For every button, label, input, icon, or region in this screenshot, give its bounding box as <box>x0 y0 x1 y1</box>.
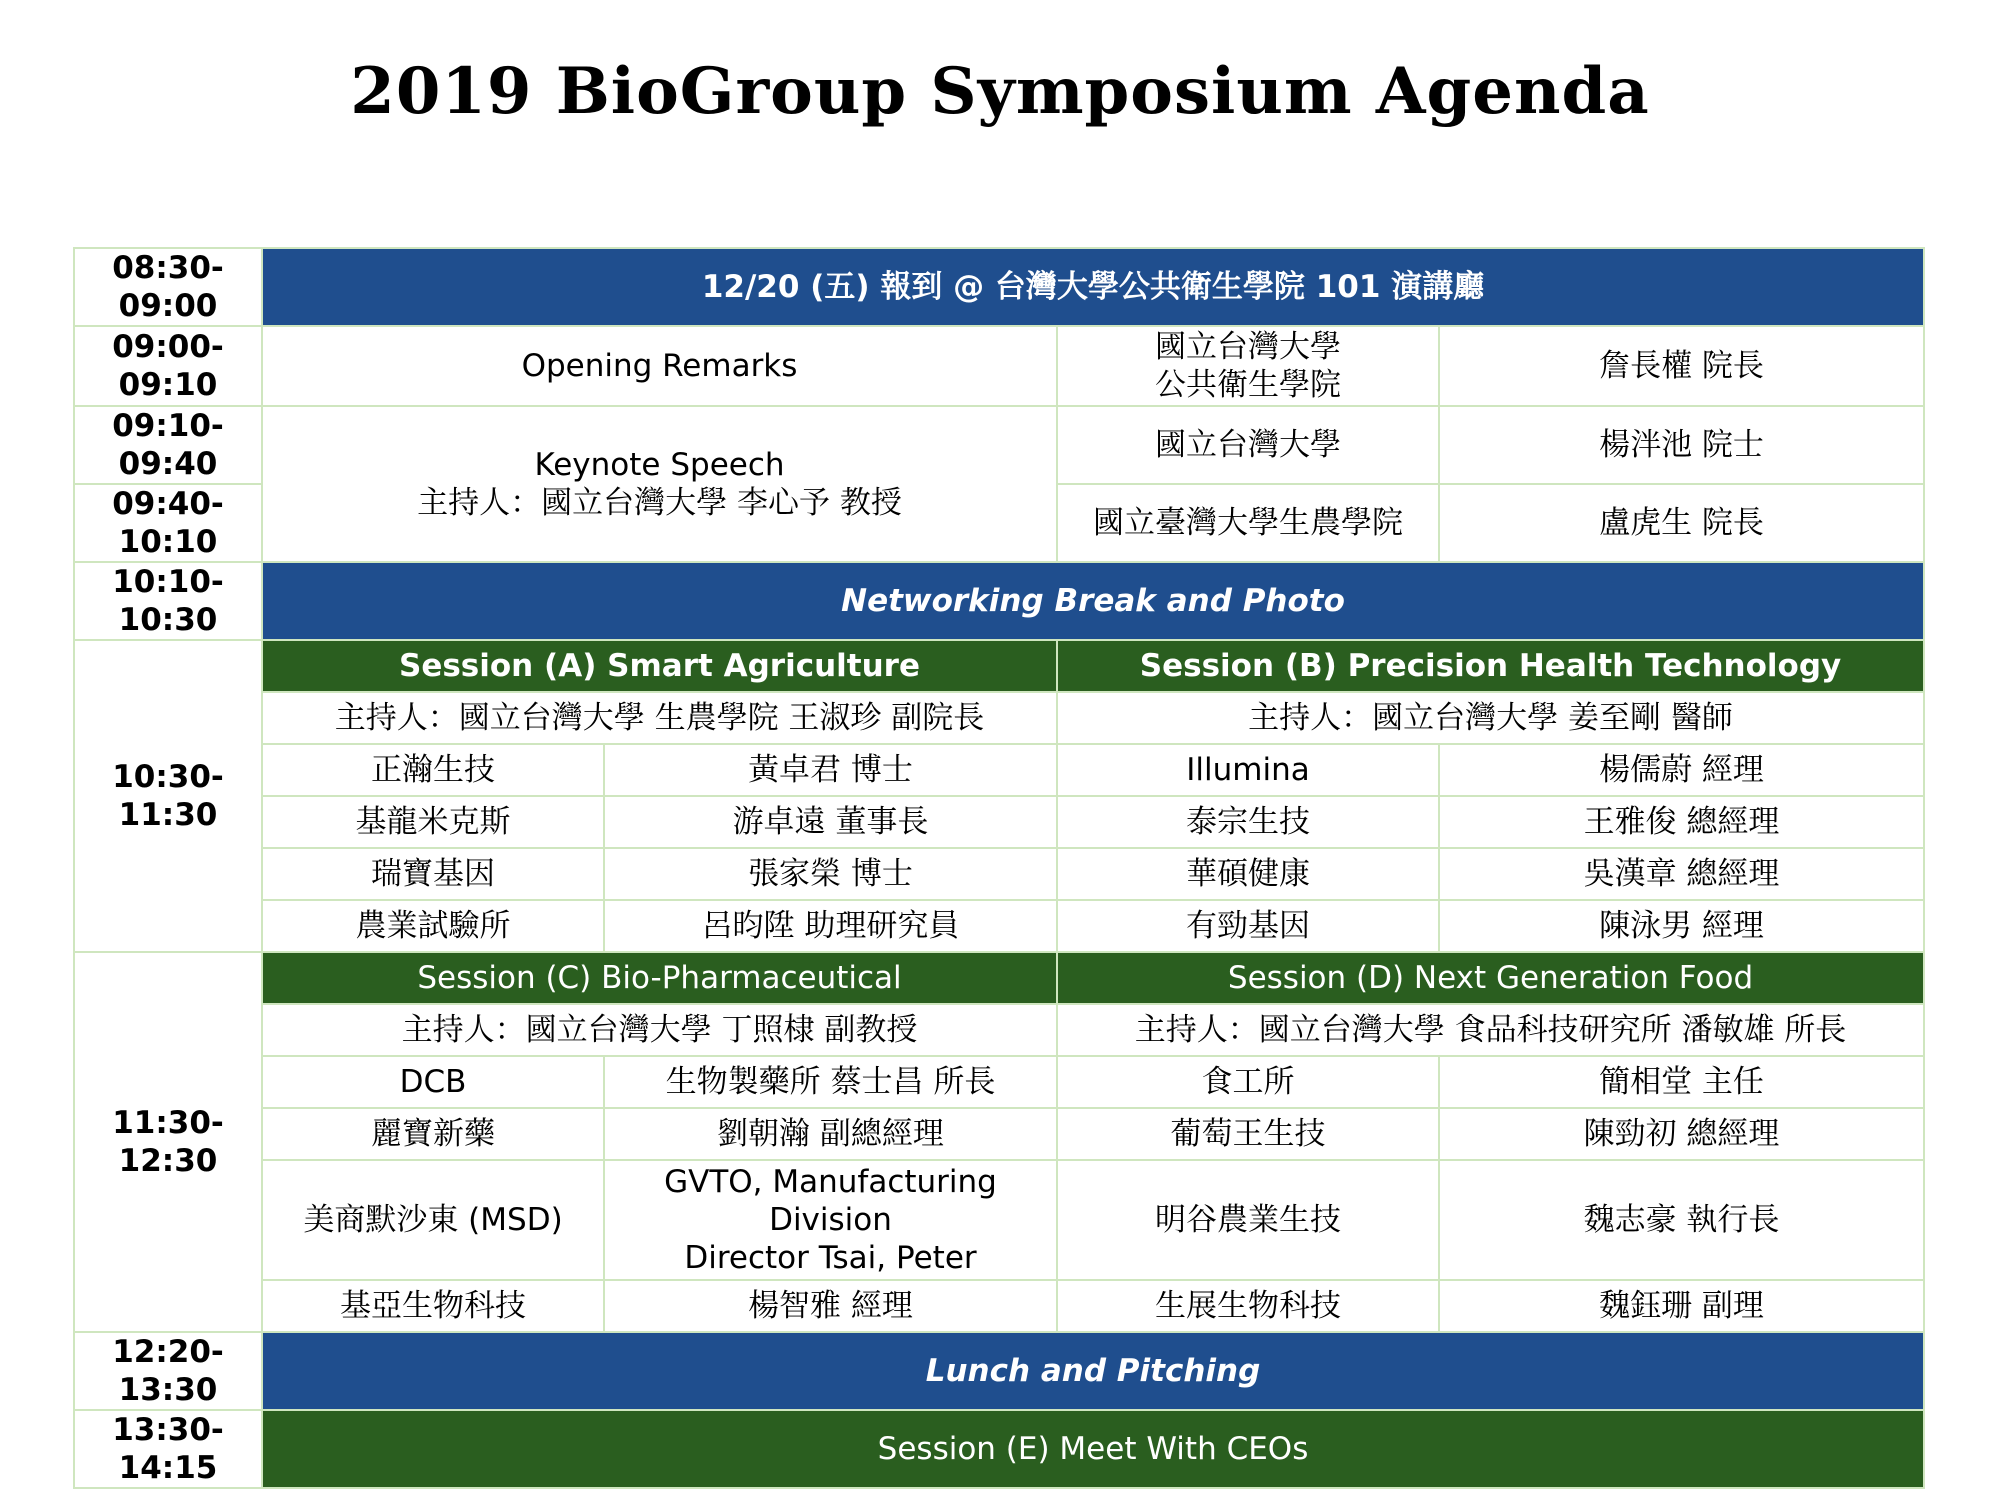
opening-speaker: 詹長權 院長 <box>1439 326 1924 406</box>
session-b-speaker: 陳泳男 經理 <box>1439 900 1924 952</box>
session-d-host: 主持人：國立台灣大學 食品科技研究所 潘敏雄 所長 <box>1057 1004 1924 1056</box>
opening-org-line: 國立台灣大學 <box>1155 329 1341 365</box>
opening-organization <box>1057 326 1439 406</box>
session-c-speaker: 楊智雅 經理 <box>604 1280 1057 1332</box>
session-b-speaker: 王雅俊 總經理 <box>1439 796 1924 848</box>
time-slot: 11:30-12:30 <box>74 952 262 1332</box>
session-a-title: Session (A) Smart Agriculture <box>262 640 1057 692</box>
session-c-speaker: 生物製藥所 蔡士昌 所長 <box>604 1056 1057 1108</box>
session-c-title: Session (C) Bio-Pharmaceutical <box>262 952 1057 1004</box>
table-row <box>74 562 1924 640</box>
session-a-org: 農業試驗所 <box>262 900 604 952</box>
time-slot: 10:30-11:30 <box>74 640 262 952</box>
session-a-speaker: 游卓遠 董事長 <box>604 796 1057 848</box>
session-d-title: Session (D) Next Generation Food <box>1057 952 1924 1004</box>
table-row <box>74 1160 1924 1280</box>
session-c-org: 美商默沙東 (MSD) <box>262 1160 604 1280</box>
session-c-org: DCB <box>262 1056 604 1108</box>
keynote-title: Keynote Speech <box>534 447 785 483</box>
session-c-speaker: 劉朝瀚 副總經理 <box>604 1108 1057 1160</box>
table-row <box>74 952 1924 1004</box>
session-a-speaker: 張家榮 博士 <box>604 848 1057 900</box>
session-b-org: 有勁基因 <box>1057 900 1439 952</box>
keynote-speaker: 楊泮池 院士 <box>1439 406 1924 484</box>
session-b-title: Session (B) Precision Health Technology <box>1057 640 1924 692</box>
keynote-host: 主持人：國立台灣大學 李心予 教授 <box>417 485 902 521</box>
table-row <box>74 1004 1924 1056</box>
networking-break-banner: Networking Break and Photo <box>262 562 1924 640</box>
session-d-org: 生展生物科技 <box>1057 1280 1439 1332</box>
session-c-org: 基亞生物科技 <box>262 1280 604 1332</box>
table-row <box>74 1108 1924 1160</box>
table-row <box>74 406 1924 484</box>
keynote-speaker: 盧虎生 院長 <box>1439 484 1924 562</box>
session-b-org: 華碩健康 <box>1057 848 1439 900</box>
keynote-speech <box>262 406 1057 562</box>
session-c-speaker <box>604 1160 1057 1280</box>
session-d-org: 食工所 <box>1057 1056 1439 1108</box>
registration-banner: 12/20 (五) 報到 @ 台灣大學公共衛生學院 101 演講廳 <box>262 248 1924 326</box>
session-a-speaker: 呂昀陞 助理研究員 <box>604 900 1057 952</box>
table-row <box>74 248 1924 326</box>
speaker-line: Director Tsai, Peter <box>684 1240 977 1276</box>
keynote-organization: 國立台灣大學 <box>1057 406 1439 484</box>
table-row <box>74 1410 1924 1488</box>
time-slot: 09:10-09:40 <box>74 406 262 484</box>
time-slot: 09:00-09:10 <box>74 326 262 406</box>
session-c-host: 主持人：國立台灣大學 丁照棣 副教授 <box>262 1004 1057 1056</box>
table-row <box>74 640 1924 692</box>
time-slot: 10:10-10:30 <box>74 562 262 640</box>
session-d-org: 明谷農業生技 <box>1057 1160 1439 1280</box>
table-row <box>74 900 1924 952</box>
time-slot: 13:30-14:15 <box>74 1410 262 1488</box>
table-row <box>74 1056 1924 1108</box>
page-title: 2019 BioGroup Symposium Agenda <box>350 54 1650 129</box>
table-row <box>74 796 1924 848</box>
time-slot: 08:30-09:00 <box>74 248 262 326</box>
session-b-host: 主持人：國立台灣大學 姜至剛 醫師 <box>1057 692 1924 744</box>
speaker-line: Division <box>769 1202 892 1238</box>
session-d-speaker: 簡相堂 主任 <box>1439 1056 1924 1108</box>
table-row <box>74 1280 1924 1332</box>
session-d-org: 葡萄王生技 <box>1057 1108 1439 1160</box>
lunch-banner: Lunch and Pitching <box>262 1332 1924 1410</box>
session-b-speaker: 吳漢章 總經理 <box>1439 848 1924 900</box>
session-b-org: Illumina <box>1057 744 1439 796</box>
session-d-speaker: 魏鈺珊 副理 <box>1439 1280 1924 1332</box>
session-e-title: Session (E) Meet With CEOs <box>262 1410 1924 1488</box>
session-b-speaker: 楊儒蔚 經理 <box>1439 744 1924 796</box>
time-slot: 09:40-10:10 <box>74 484 262 562</box>
session-d-speaker: 陳勁初 總經理 <box>1439 1108 1924 1160</box>
table-row <box>74 1332 1924 1410</box>
session-a-host: 主持人：國立台灣大學 生農學院 王淑珍 副院長 <box>262 692 1057 744</box>
time-slot: 12:20-13:30 <box>74 1332 262 1410</box>
session-a-speaker: 黃卓君 博士 <box>604 744 1057 796</box>
table-row <box>74 848 1924 900</box>
session-a-org: 正瀚生技 <box>262 744 604 796</box>
table-row <box>74 744 1924 796</box>
session-d-speaker: 魏志豪 執行長 <box>1439 1160 1924 1280</box>
session-b-org: 泰宗生技 <box>1057 796 1439 848</box>
session-a-org: 基龍米克斯 <box>262 796 604 848</box>
speaker-line: GVTO, Manufacturing <box>664 1164 997 1200</box>
keynote-organization: 國立臺灣大學生農學院 <box>1057 484 1439 562</box>
session-a-org: 瑞寶基因 <box>262 848 604 900</box>
session-c-org: 麗寶新藥 <box>262 1108 604 1160</box>
agenda-table <box>73 247 1925 1489</box>
opening-remarks: Opening Remarks <box>262 326 1057 406</box>
table-row <box>74 692 1924 744</box>
opening-org-line: 公共衛生學院 <box>1155 367 1341 403</box>
table-row <box>74 326 1924 406</box>
